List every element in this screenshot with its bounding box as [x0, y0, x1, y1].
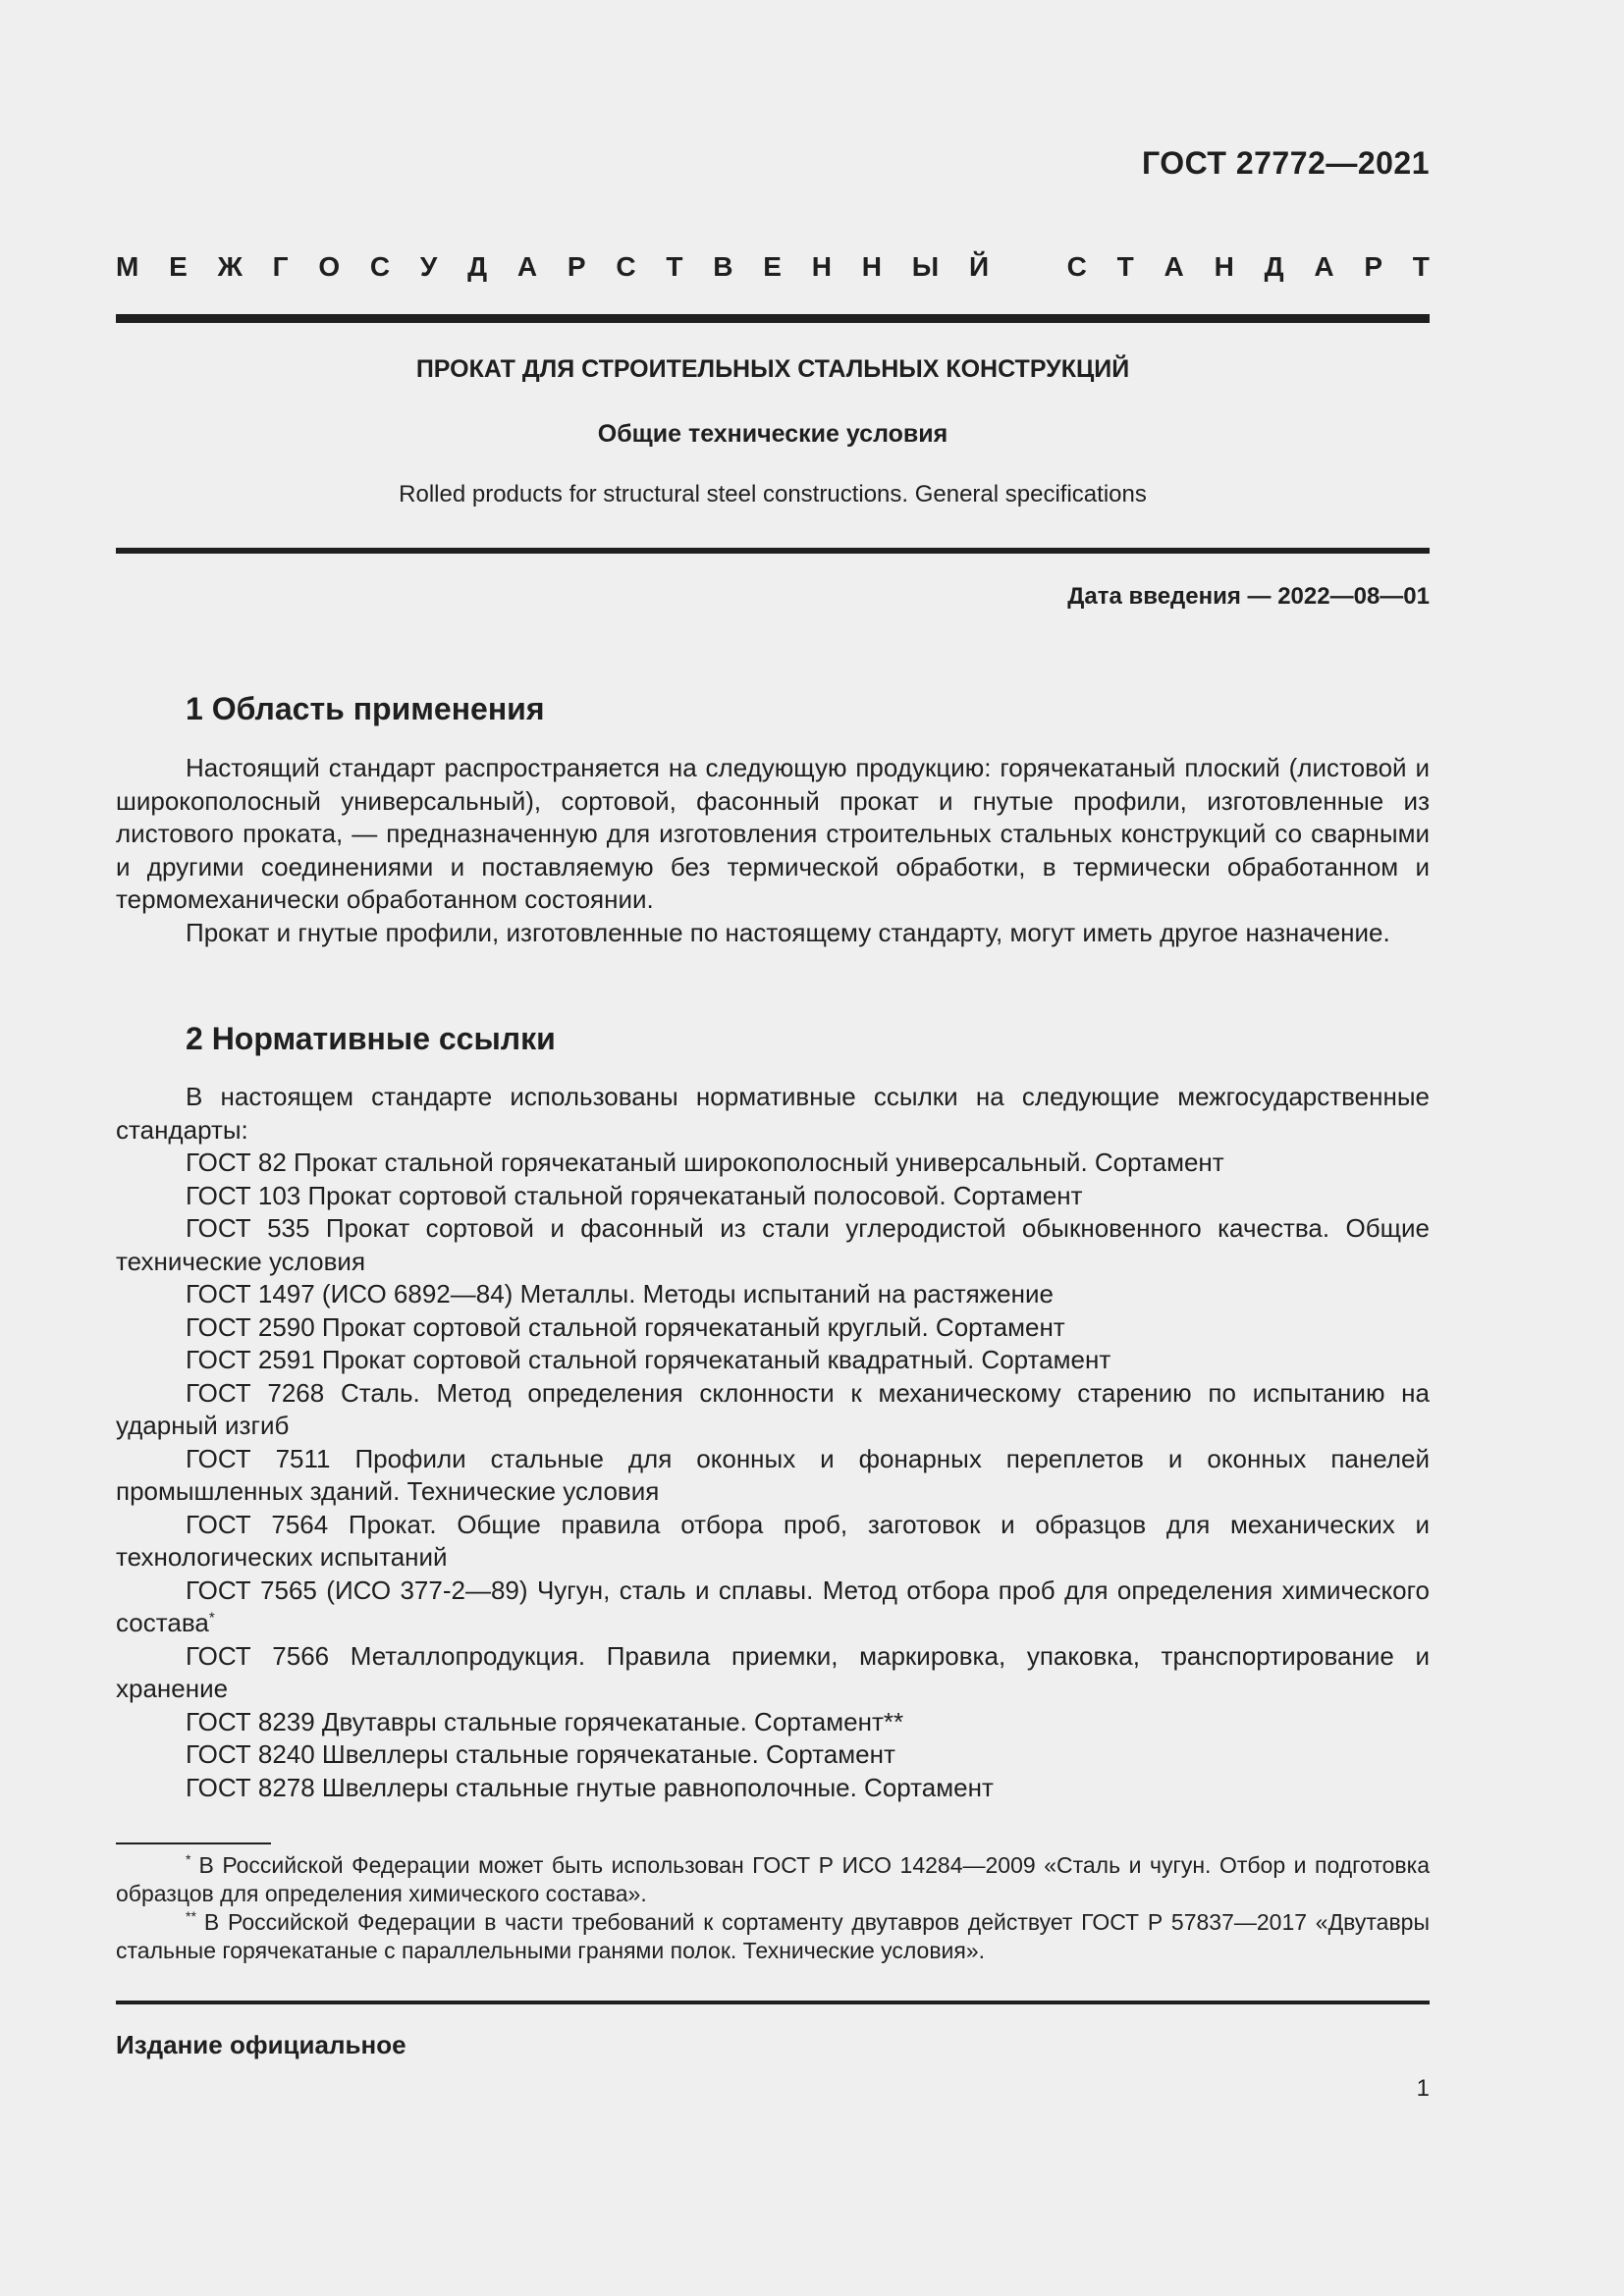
- reference-text: ГОСТ 1497 (ИСО 6892—84) Металлы. Методы испытаний на растяжение: [186, 1279, 1054, 1308]
- banner-letter: А: [516, 251, 538, 282]
- reference-text: ГОСТ 7565 (ИСО 377-2—89) Чугун, сталь и сплавы. Метод отбора проб для определения химического состава: [116, 1575, 1430, 1637]
- paragraph: Настоящий стандарт распространяется на следующую продукцию: горячекатаный плоский (листовой и широкополосный универсальный), сортовой, фасонный прокат и гнутые профили, изготовленные из листового проката, — предназначенную для изготовления строительных стальных конструкций со сварными и другими соединениями и поставляемую без термической обработки, в термически обработанном и термомеханически обработанном состоянии.: [116, 753, 1430, 914]
- footnote-mark: *: [186, 1851, 191, 1868]
- document-title: ПРОКАТ ДЛЯ СТРОИТЕЛЬНЫХ СТАЛЬНЫХ КОНСТРУКЦИЙ: [415, 355, 1130, 383]
- banner-letter: М: [116, 251, 139, 282]
- reference-item: [116, 1772, 1430, 1805]
- footnotes: [116, 1851, 1430, 1965]
- letter-gap: [1019, 251, 1037, 283]
- footnote-divider: [116, 1842, 271, 1844]
- document-subtitle: Общие технические условия: [597, 420, 948, 448]
- standard-id: ГОСТ 27772—2021: [1141, 145, 1430, 181]
- banner-letter: Д: [1264, 251, 1284, 282]
- section-heading-references: 2 Нормативные ссылки: [186, 1021, 556, 1056]
- reference-text: ГОСТ 8278 Швеллеры стальные гнутые равнополочные. Сортамент: [186, 1772, 994, 1802]
- bottom-divider: [116, 2001, 1430, 2004]
- top-divider: [116, 314, 1430, 323]
- page-number: 1: [1416, 2075, 1430, 2102]
- section-body-references: [116, 1081, 1430, 1804]
- reference-item: [116, 1180, 1430, 1213]
- reference-text: ГОСТ 2591 Прокат сортовой стальной горячекатаный квадратный. Сортамент: [186, 1345, 1111, 1374]
- paragraph: Прокат и гнутые профили, изготовленные по настоящему стандарту, могут иметь другое назначение.: [186, 917, 1390, 947]
- reference-text: ГОСТ 103 Прокат сортовой стальной горячекатаный полосовой. Сортамент: [186, 1180, 1083, 1210]
- banner-letter: Н: [811, 251, 832, 282]
- banner-letter: А: [1314, 251, 1334, 282]
- reference-item: [116, 1212, 1430, 1278]
- reference-text: ГОСТ 7511 Профили стальные для оконных и фонарных переплетов и оконных панелей промышленных зданий. Технические условия: [116, 1443, 1430, 1506]
- banner-letter: Р: [567, 251, 586, 282]
- reference-text: ГОСТ 82 Прокат стальной горячекатаный широкополосный универсальный. Сортамент: [186, 1148, 1224, 1177]
- reference-item: [116, 1311, 1430, 1345]
- banner-letter: Т: [1412, 251, 1430, 282]
- banner-letter: С: [616, 251, 636, 282]
- reference-item: [116, 1344, 1430, 1377]
- banner-letter: С: [1066, 251, 1087, 282]
- banner-letter: С: [369, 251, 391, 282]
- reference-item: [116, 1509, 1430, 1575]
- footnote: [116, 1851, 1430, 1908]
- banner-letter: Н: [861, 251, 882, 282]
- banner-letter: Ы: [911, 251, 940, 282]
- banner-letter: Г: [272, 251, 289, 282]
- reference-text: ГОСТ 7268 Сталь. Метод определения склонности к механическому старению по испытанию на ударный изгиб: [116, 1377, 1430, 1440]
- references-list: [116, 1147, 1430, 1804]
- banner-letter: Е: [763, 251, 782, 282]
- official-edition-label: Издание официальное: [116, 2030, 406, 2059]
- reference-text: ГОСТ 8240 Швеллеры стальные горячекатаные. Сортамент: [186, 1739, 895, 1769]
- reference-text: ГОСТ 535 Прокат сортовой и фасонный из стали углеродистой обыкновенного качества. Общие технические условия: [116, 1213, 1430, 1276]
- reference-item: [116, 1706, 1430, 1739]
- paragraph: В настоящем стандарте использованы нормативные ссылки на следующие межгосударственные стандарты:: [116, 1082, 1430, 1145]
- introduction-date: Дата введения — 2022—08—01: [1067, 583, 1430, 610]
- footnote-reference-mark: *: [208, 1609, 215, 1627]
- banner-letter: Р: [1364, 251, 1383, 282]
- footnote-text: В Российской Федерации в части требований к сортаменту двутавров действует ГОСТ Р 57837—2017 «Двутавры стальные горячекатаные с параллельными гранями полок. Технические условия».: [116, 1909, 1430, 1963]
- title-divider: [116, 548, 1430, 554]
- reference-item: [116, 1443, 1430, 1509]
- reference-text: ГОСТ 2590 Прокат сортовой стальной горячекатаный круглый. Сортамент: [186, 1311, 1065, 1342]
- reference-item: [116, 1147, 1430, 1180]
- footnote-text: В Российской Федерации может быть использован ГОСТ Р ИСО 14284—2009 «Сталь и чугун. Отбор и подготовка образцов для определения химического состава».: [116, 1852, 1430, 1906]
- banner-letter: О: [318, 251, 341, 282]
- banner-letter: У: [419, 251, 438, 282]
- banner-letter: Ж: [217, 251, 243, 282]
- banner-letter: Т: [666, 251, 683, 282]
- banner-letter: Е: [169, 251, 188, 282]
- footnote-mark: **: [186, 1908, 196, 1925]
- reference-item: [116, 1575, 1430, 1640]
- banner-letter: Н: [1214, 251, 1234, 282]
- banner-letter: Т: [1116, 251, 1134, 282]
- banner-letter: Й: [968, 251, 990, 282]
- section-heading-scope: 1 Область применения: [186, 691, 545, 726]
- reference-text: ГОСТ 7564 Прокат. Общие правила отбора проб, заготовок и образцов для механических и технологических испытаний: [116, 1509, 1430, 1572]
- interstate-standard-label: [116, 251, 1430, 283]
- reference-text: ГОСТ 7566 Металлопродукция. Правила приемки, маркировка, упаковка, транспортирование и хранение: [116, 1640, 1430, 1703]
- footnote: [116, 1908, 1430, 1965]
- reference-item: [116, 1278, 1430, 1311]
- reference-item: [116, 1377, 1430, 1443]
- reference-item: [116, 1640, 1430, 1706]
- english-title: Rolled products for structural steel constructions. General specifications: [399, 481, 1147, 507]
- reference-text: ГОСТ 8239 Двутавры стальные горячекатаные. Сортамент**: [186, 1706, 904, 1736]
- section-body-scope: [116, 752, 1430, 949]
- banner-letter: А: [1164, 251, 1184, 282]
- banner-letter: Д: [467, 251, 488, 282]
- reference-item: [116, 1738, 1430, 1772]
- banner-letter: В: [713, 251, 733, 282]
